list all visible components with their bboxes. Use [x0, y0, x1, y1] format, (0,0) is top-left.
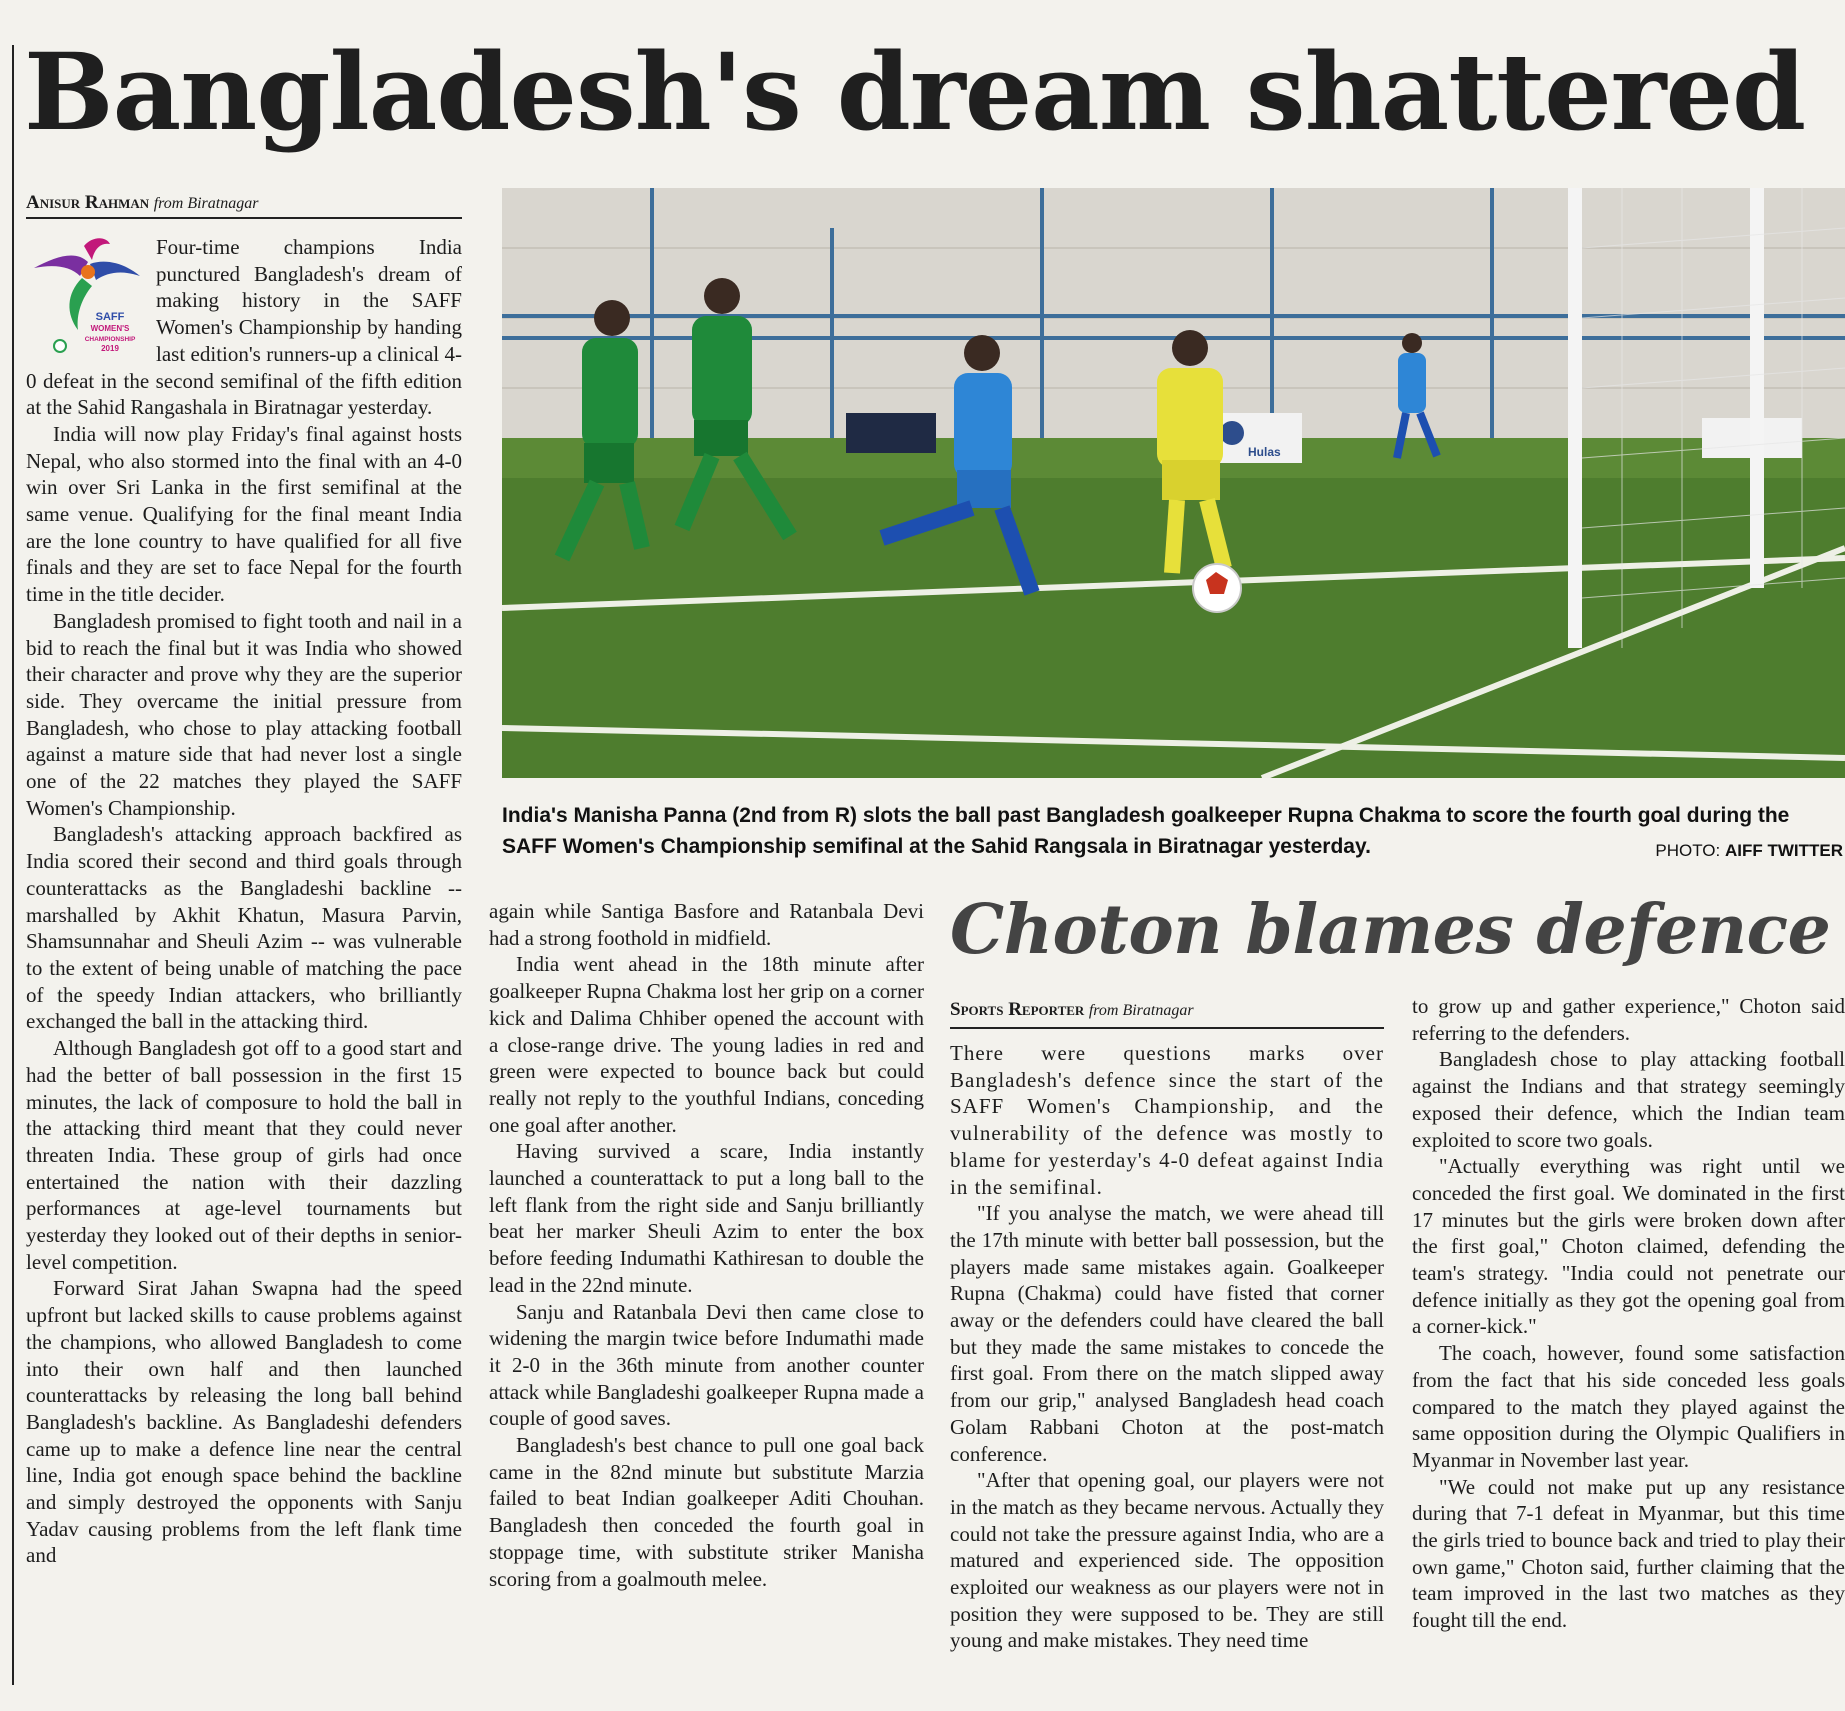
hulas-logo-icon	[1220, 421, 1244, 445]
main-byline	[26, 191, 258, 215]
side-story-headline: Choton blames defence	[950, 890, 1831, 970]
paragraph: "If you analyse the match, we were ahead till the 17th minute with better ball possession, but the players made same mistakes again. Goalkeeper Rupna (Chakma) could have fisted that corner away or the defenders could have cleared the ball but they made the same mistakes to concede the first goal. From there on the match slipped away from our grip," analysed Bangladesh head coach Golam Rabbani Choton at the post-match conference.	[950, 1201, 1384, 1466]
logo-wing-left-icon	[34, 255, 88, 276]
saff-championship-logo	[26, 234, 144, 354]
paragraph: India went ahead in the 18th minute after goalkeeper Rupna Chakma lost her grip on a corner kick and Dalima Chhiber opened the account with a close-range drive. The young ladies in red and green were expected to bounce back but could really not reply to the youthful Indians, conceding one goal after another.	[489, 952, 924, 1137]
left-column-rule	[12, 45, 14, 1685]
logo-text-championship: CHAMPIONSHIP	[84, 336, 136, 343]
paragraph: Forward Sirat Jahan Swapna had the speed upfront but lacked skills to cause problems against the champions, who allowed Bangladesh to come into their own half and then launched counterattacks by releasing the long ball behind Bangladesh's backline. As Bangladeshi defenders came up to make a defence line near the central line, India got enough space behind the backline and simply destroyed the opponents with Sanju Yadav causing problems from the left flank time and	[26, 1276, 462, 1568]
paragraph: There were questions marks over Bangladesh's defence since the start of the SAFF Women's Championship, and the vulnerability of the defence was mostly to blame for yesterday's 4-0 defeat against India in the semifinal.	[950, 1041, 1384, 1199]
logo-head-icon	[81, 265, 95, 279]
side-story-column-1	[950, 1040, 1384, 1654]
photo-credit-label: PHOTO:	[1655, 841, 1721, 860]
logo-flame-icon	[84, 238, 110, 260]
paragraph: India will now play Friday's final against hosts Nepal, who also stormed into the final with an 4-0 win over Sri Lanka in the first semifinal at the same venue. Qualifying for the final meant India are the lone country to have qualified for all five finals and they are set to face Nepal for the fourth time in the title decider.	[26, 421, 462, 607]
side-byline-name: Sports Reporter	[950, 999, 1085, 1020]
side-story-column-2	[1412, 993, 1845, 1634]
football	[1193, 564, 1241, 612]
paragraph: Bangladesh's best chance to pull one goal back came in the 82nd minute but substitute Marzia failed to beat Indian goalkeeper Aditi Chouhan. Bangladesh then conceded the fourth goal in stoppage time, with substitute striker Manisha scoring from a goalmouth melee.	[489, 1433, 924, 1591]
photo-caption: India's Manisha Panna (2nd from R) slots the ball past Bangladesh goalkeeper Rupna Chakma to score the fourth goal during the SAFF Women's Championship semifinal at the Sahid Rangsala in Biratnagar yesterday.	[502, 804, 1790, 858]
match-photo-illustration	[502, 188, 1845, 778]
logo-text-year: 2019	[101, 344, 119, 353]
logo-wing-right-icon	[90, 262, 140, 280]
paragraph: Having survived a scare, India instantly launched a counterattack to put a long ball to the left flank from the right side and Sanju brilliantly beat her marker Sheuli Azim to enter the box before feeding Indumathi Kathiresan to double the lead in the 22nd minute.	[489, 1139, 924, 1297]
paragraph: Four-time champions India punctured Bangladesh's dream of making history in the SAFF Women's Championship by handing last edition's runners-up a clinical 4-0 defeat in the second semifinal of the fifth edition at the Sahid Rangashala in Biratnagar yesterday.	[26, 235, 462, 420]
paragraph: again while Santiga Basfore and Ratanbala Devi had a strong foothold in midfield.	[489, 899, 924, 950]
side-byline-location: from Biratnagar	[1088, 1002, 1194, 1019]
paragraph: Although Bangladesh got off to a good start and had the better of ball possession in the first 15 minutes, the lack of composure to hold the ball in the attacking third meant that they could never threaten India. These group of girls had once entertained the nation with their dazzling performances at age-level tournaments but yesterday they looked out of their depths in senior-level competition.	[26, 1036, 462, 1274]
hulas-billboard-text: Hulas	[1248, 445, 1281, 459]
byline-name: Anisur Rahman	[26, 192, 150, 213]
photo-credit	[1655, 841, 1843, 861]
paragraph: to grow up and gather experience," Choton said referring to the defenders.	[1412, 994, 1845, 1045]
ad-board-left	[846, 413, 936, 453]
byline-rule	[26, 217, 462, 219]
paragraph: "We could not make put up any resistance during that 7-1 defeat in Myanmar, but this time the girls tried to bounce back and tried to play their own game," Choton said, further claiming that the team improved in the last two matches as they fought till the end.	[1412, 1474, 1845, 1633]
logo-text-saff: SAFF	[95, 311, 125, 323]
logo-text-womens: WOMEN'S	[90, 324, 130, 333]
main-story-column-1	[26, 234, 462, 1569]
paragraph: The coach, however, found some satisfaction from the fact that his side conceded less goals compared to the match they played against the same opposition during the Olympic Qualifiers in Myanmar in November last year.	[1412, 1341, 1845, 1472]
byline-location: from Biratnagar	[153, 195, 259, 212]
photo-credit-source: AIFF TWITTER	[1724, 841, 1843, 860]
paragraph: "After that opening goal, our players were not in the match as they became nervous. Actually they could not take the pressure against India, who are a matured and experienced side. The opposition exploited our weakness as our players were not in position they were supposed to be. They are still young and make mistakes. They need time	[950, 1468, 1384, 1653]
paragraph: Bangladesh's attacking approach backfired as India scored their second and third goals through counterattacks as the Bangladeshi backline -- marshalled by Akhit Khatun, Masura Parvin, Shamsunnahar and Sheuli Azim -- was vulnerable to the extent of being unable of matching the pace of the speedy Indian attackers, who brilliantly exchanged the ball in the attacking third.	[26, 822, 462, 1034]
logo-ribbon-icon	[69, 278, 92, 330]
paragraph: Bangladesh promised to fight tooth and nail in a bid to reach the final but it was India who showed their character and prove why they are the superior side. They overcame the initial pressure from Bangladesh, who chose to play attacking football against a mature side that had never lost a single one of the 22 matches they played the SAFF Women's Championship.	[26, 608, 462, 820]
paragraph: Sanju and Ratanbala Devi then came close to widening the margin twice before Indumathi made it 2-0 in the 36th minute from another counter attack while Bangladeshi goalkeeper Rupna made a couple of good saves.	[489, 1299, 924, 1431]
match-photo	[502, 188, 1845, 778]
side-byline-rule	[950, 1027, 1384, 1029]
side-byline	[950, 998, 1194, 1022]
logo-ball-icon	[54, 340, 66, 352]
main-headline: Bangladesh's dream shattered	[24, 29, 1806, 154]
paragraph: "Actually everything was right until we conceded the first goal. We dominated in the first 17 minutes but the girls were broken down after the first goal," Choton claimed, defending the team's strategy. "India could not penetrate our defence initially as they got the opening goal from a corner-kick."	[1412, 1154, 1845, 1339]
paragraph: Bangladesh chose to play attacking football against the Indians and that strategy seemingly exposed their defence, which the Indian team exploited to score two goals.	[1412, 1047, 1845, 1152]
saff-logo-icon	[26, 234, 144, 354]
main-story-column-2	[489, 898, 924, 1592]
